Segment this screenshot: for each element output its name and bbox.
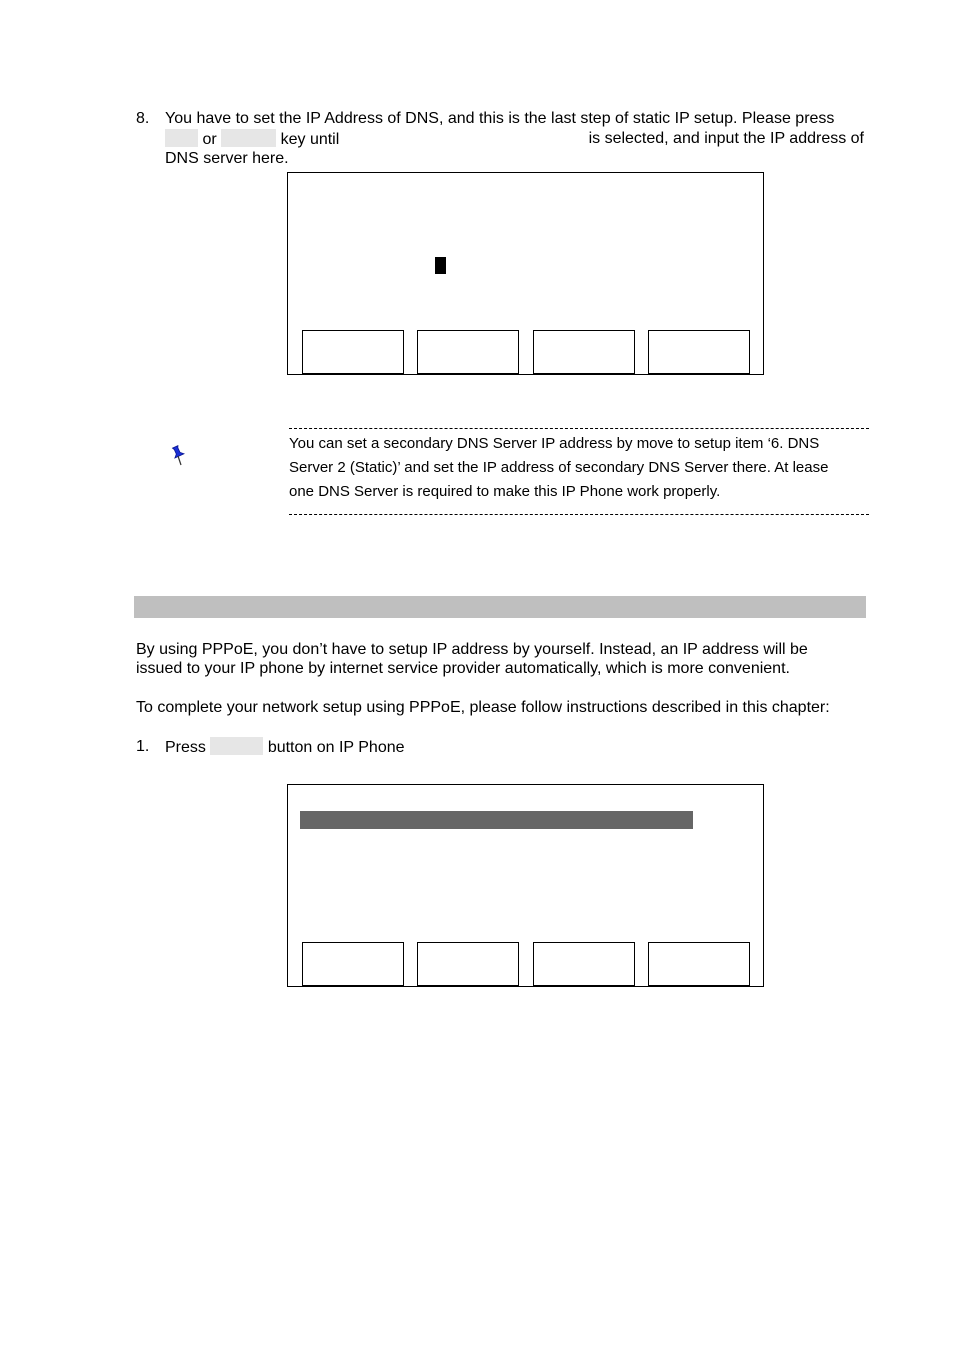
pppoe-para-1-line-1: By using PPPoE, you don’t have to setup IP address by yourself. Instead, an IP address will be — [136, 641, 808, 658]
press-text: Press — [165, 739, 206, 756]
section-header-bar — [134, 596, 866, 618]
note-bottom-divider — [289, 514, 869, 515]
step-1-line — [165, 737, 405, 758]
phone-screen-dns — [287, 172, 764, 375]
step-8-line-1: You have to set the IP Address of DNS, and this is the last step of static IP setup. Please press — [165, 110, 835, 127]
phone-screen-menu — [287, 784, 764, 987]
or-text: or — [202, 131, 217, 148]
note-top-divider — [289, 428, 869, 429]
menu-highlight-bar[interactable] — [300, 811, 693, 829]
softkey-1[interactable] — [302, 330, 404, 375]
softkey-4[interactable] — [648, 942, 750, 987]
selected-text: is selected, and input the IP address of — [588, 130, 864, 147]
note-line-2: Server 2 (Static)’ and set the IP address of secondary DNS Server there. At lease — [289, 459, 829, 476]
softkey-4[interactable] — [648, 330, 750, 375]
softkey-1[interactable] — [302, 942, 404, 987]
key-placeholder-up — [165, 129, 198, 147]
softkey-2[interactable] — [417, 942, 519, 987]
key-placeholder-menu — [210, 737, 263, 755]
note-line-1: You can set a secondary DNS Server IP address by move to setup item ‘6. DNS — [289, 435, 820, 452]
step-1-number: 1. — [136, 738, 150, 755]
pppoe-para-1-line-2: issued to your IP phone by internet service provider automatically, which is more convenient. — [136, 660, 790, 677]
softkey-3[interactable] — [533, 330, 635, 375]
step-8-line-2 — [165, 129, 864, 150]
pushpin-icon — [170, 444, 188, 466]
softkey-2[interactable] — [417, 330, 519, 375]
step-8-number: 8. — [136, 110, 150, 127]
key-until-text: key until — [280, 131, 340, 148]
note-line-3: one DNS Server is required to make this IP Phone work properly. — [289, 483, 721, 500]
softkey-3[interactable] — [533, 942, 635, 987]
text-cursor — [435, 257, 446, 274]
button-on-phone-text: button on IP Phone — [267, 739, 405, 756]
key-placeholder-down — [221, 129, 276, 147]
pppoe-para-2: To complete your network setup using PPPoE, please follow instructions described in this chapter: — [136, 699, 830, 716]
step-8-line-3: DNS server here. — [165, 150, 289, 167]
